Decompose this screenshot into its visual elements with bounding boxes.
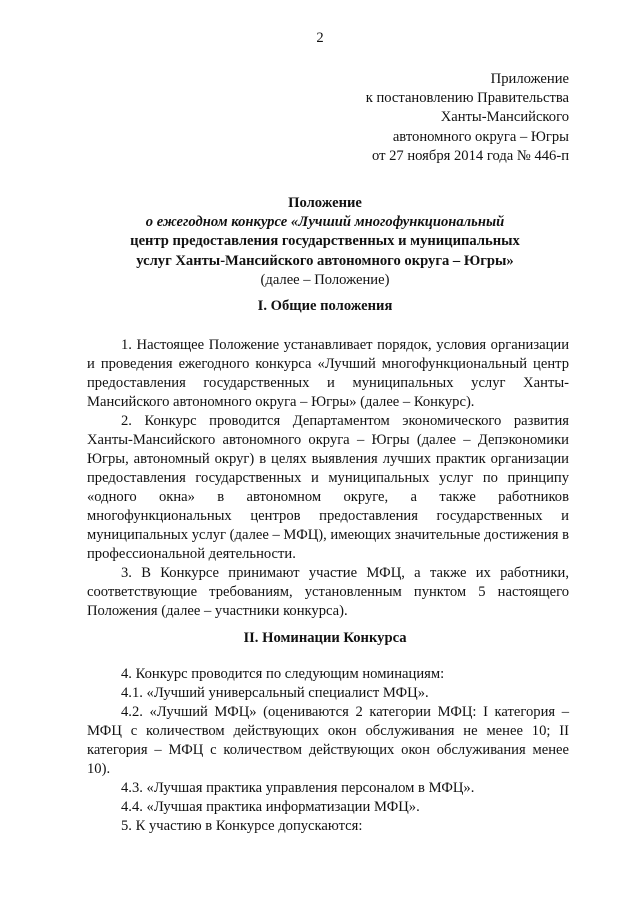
title-subtitle-line: центр предоставления государственных и муниципальных <box>130 233 520 250</box>
page-number: 2 <box>316 30 324 46</box>
appendix-line: Ханты-Мансийского <box>440 109 569 126</box>
appendix-line: Приложение <box>490 71 569 87</box>
section-heading-general: I. Общие положения <box>257 298 393 314</box>
title-note: (далее – Положение) <box>260 271 390 288</box>
paragraph: 2. Конкурс проводится Департаментом экономического развития Ханты-Мансийского автономного округа – Югры (далее – Депэкономики Югры, автономный округ) в целях выявления лучших практик организации предоставления государственных и муниципальных услуг по принципу «одного окна» в автономном округе, а также работников многофункциональных центров предоставления государственных и муниципальных услуг (далее – МФЦ), имеющих значительные достижения в профессиональной деятельности. <box>87 413 569 562</box>
paragraph: 5. К участию в Конкурсе допускаются: <box>121 818 363 834</box>
paragraph: 4.3. «Лучшая практика управления персоналом в МФЦ». <box>121 780 475 796</box>
section-heading-nominations: II. Номинации Конкурса <box>243 630 407 646</box>
appendix-header <box>249 70 569 166</box>
title-heading: Положение <box>288 195 362 211</box>
document-title <box>100 194 550 290</box>
paragraph: 4.1. «Лучший универсальный специалист МФЦ». <box>121 685 429 701</box>
appendix-line: от 27 ноября 2014 года № 446-п <box>371 147 569 164</box>
paragraph: 4.4. «Лучшая практика информатизации МФЦ». <box>121 799 420 815</box>
paragraph: 4.2. «Лучший МФЦ» (оцениваются 2 категории МФЦ: I категория – МФЦ с количеством действующих окон обслуживания не менее 10; II категория – МФЦ с количеством действующих окон обслуживания менее 10). <box>87 704 569 777</box>
title-subtitle-line: услуг Ханты-Мансийского автономного округа – Югры» <box>136 252 514 269</box>
section-nominations-body <box>87 665 569 836</box>
appendix-line: автономного округа – Югры <box>392 128 569 145</box>
paragraph: 3. В Конкурсе принимают участие МФЦ, а также их работники, соответствующие требованиям, установленным пунктом 5 настоящего Положения (далее – участники конкурса). <box>87 565 569 619</box>
appendix-line: к постановлению Правительства <box>365 90 569 107</box>
paragraph: 4. Конкурс проводится по следующим номинациям: <box>121 666 445 682</box>
section-general-body <box>87 336 569 621</box>
title-subtitle-line: о ежегодном конкурсе «Лучший многофункциональный <box>145 214 505 231</box>
paragraph: 1. Настоящее Положение устанавливает порядок, условия организации и проведения ежегодного конкурса «Лучший многофункциональный центр предоставления государственных и муниципальных услуг Ханты-Мансийского автономного округа – Югры» (далее – Конкурс). <box>87 337 569 410</box>
